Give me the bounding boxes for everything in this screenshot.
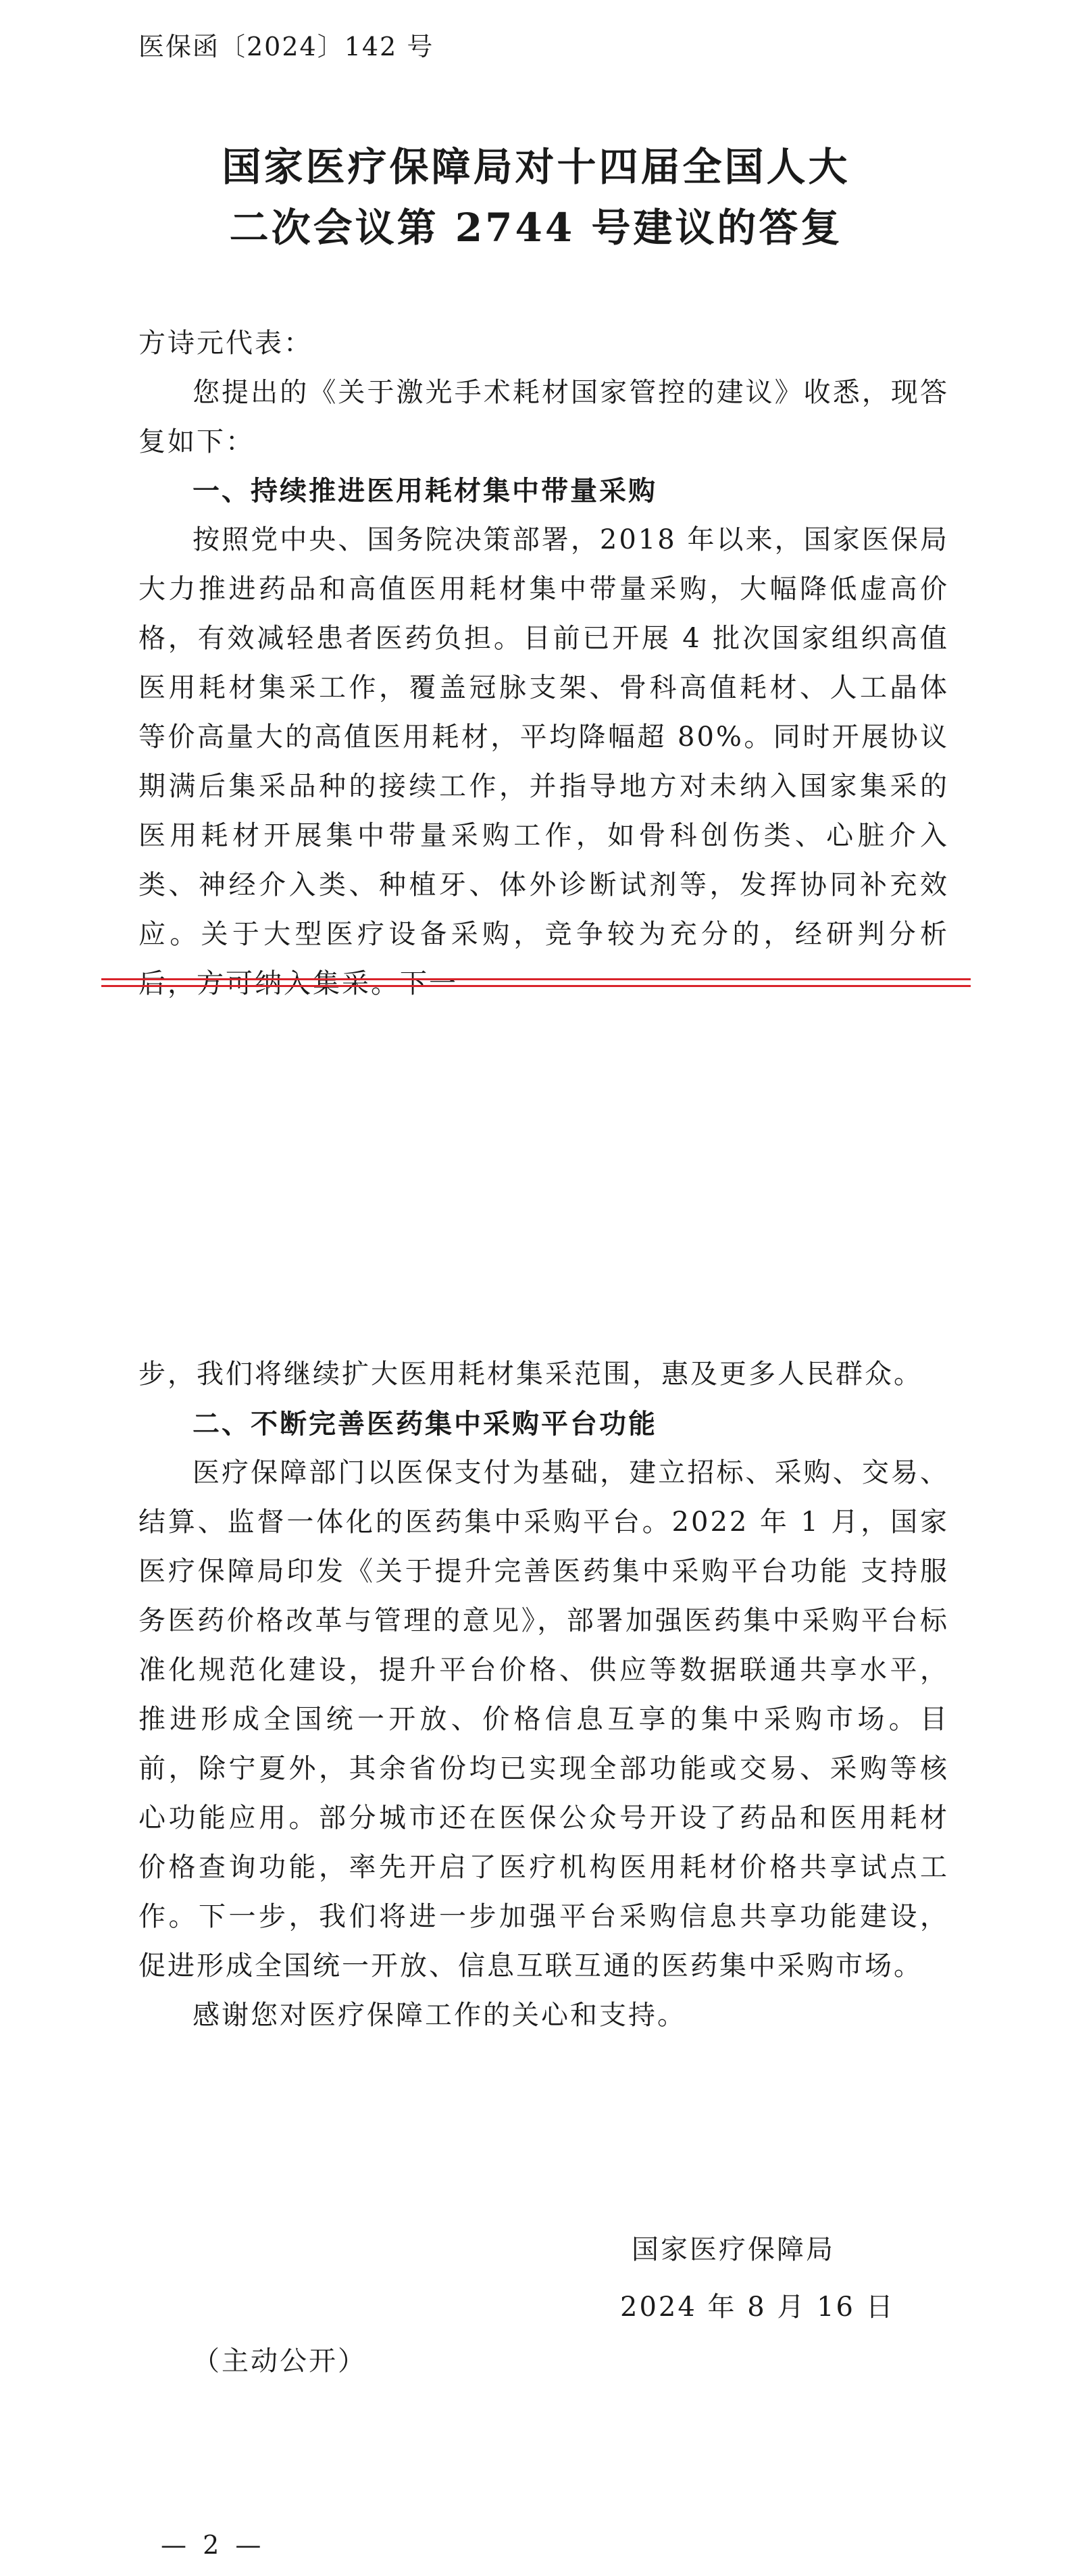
section-1-heading: 一、持续推进医用耗材集中带量采购 — [193, 475, 657, 507]
section-2-body: 医疗保障部门以医保支付为基础，建立招标、采购、交易、结算、监督一体化的医药集中采购平台。2022 年 1 月，国家医疗保障局印发《关于提升完善医药集中采购平台功能 支持服务医药价格改革与管理的意见》，部署加强医药集中采购平台标准化规范化建设，提升平台价格、供应等数据联通共享水平，推进形成全国统一开放、价格信息互享的集中采购市场。目前，除宁夏外，其余省份均已实现全部功能或交易、采购等核心功能应用。部分城市还在医保公众号开设了药品和医用耗材价格查询功能，率先开启了医疗机构医用耗材价格共享试点工作。下一步，我们将进一步加强平台采购信息共享功能建设，促进形成全国统一开放、信息互联互通的医药集中采购市场。 — [138, 1457, 949, 1981]
page-number: — 2 — — [161, 2530, 265, 2560]
section-1-body-part-1: 按照党中央、国务院决策部署，2018 年以来，国家医保局大力推进药品和高值医用耗材集中带量采购，大幅降低虚高价格，有效减轻患者医药负担。目前已开展 4 批次国家组织高值医用耗材集采工作，覆盖冠脉支架、骨科高值耗材、人工晶体等价高量大的高值医用耗材，平均降幅超 80%。同时开展协议期满后集采品种的接续工作，并指导地方对未纳入国家集采的医用耗材开展集中带量采购工作，如骨科创伤类、心脏介入类、神经介入类、种植牙、体外诊断试剂等，发挥协同补充效应。关于大型医疗设备采购，竞争较为充分的，经研判分析后，方可纳入集采。下一 — [138, 524, 949, 999]
signature-date: 2024 年 8 月 16 日 — [620, 2292, 895, 2323]
signer-organization: 国家医疗保障局 — [632, 2234, 835, 2265]
disclosure-note: （主动公开） — [193, 2346, 367, 2377]
section-2-heading: 二、不断完善医药集中采购平台功能 — [193, 1408, 657, 1440]
page-break-divider-bottom — [101, 985, 971, 987]
salutation: 方诗元代表： — [138, 328, 313, 359]
title-line-2: 二次会议第 2744 号建议的答复 — [229, 205, 843, 251]
document-number: 医保函〔2024〕142 号 — [138, 32, 434, 61]
intro-paragraph: 您提出的《关于激光手术耗材国家管控的建议》收悉，现答复如下： — [138, 377, 949, 457]
page-break-divider-top — [101, 978, 971, 980]
section-1-body-part-2: 步，我们将继续扩大医用耗材集采范围，惠及更多人民群众。 — [138, 1359, 923, 1390]
title-line-1: 国家医疗保障局对十四届全国人大 — [222, 144, 850, 190]
closing-remark: 感谢您对医疗保障工作的关心和支持。 — [193, 2000, 686, 2031]
